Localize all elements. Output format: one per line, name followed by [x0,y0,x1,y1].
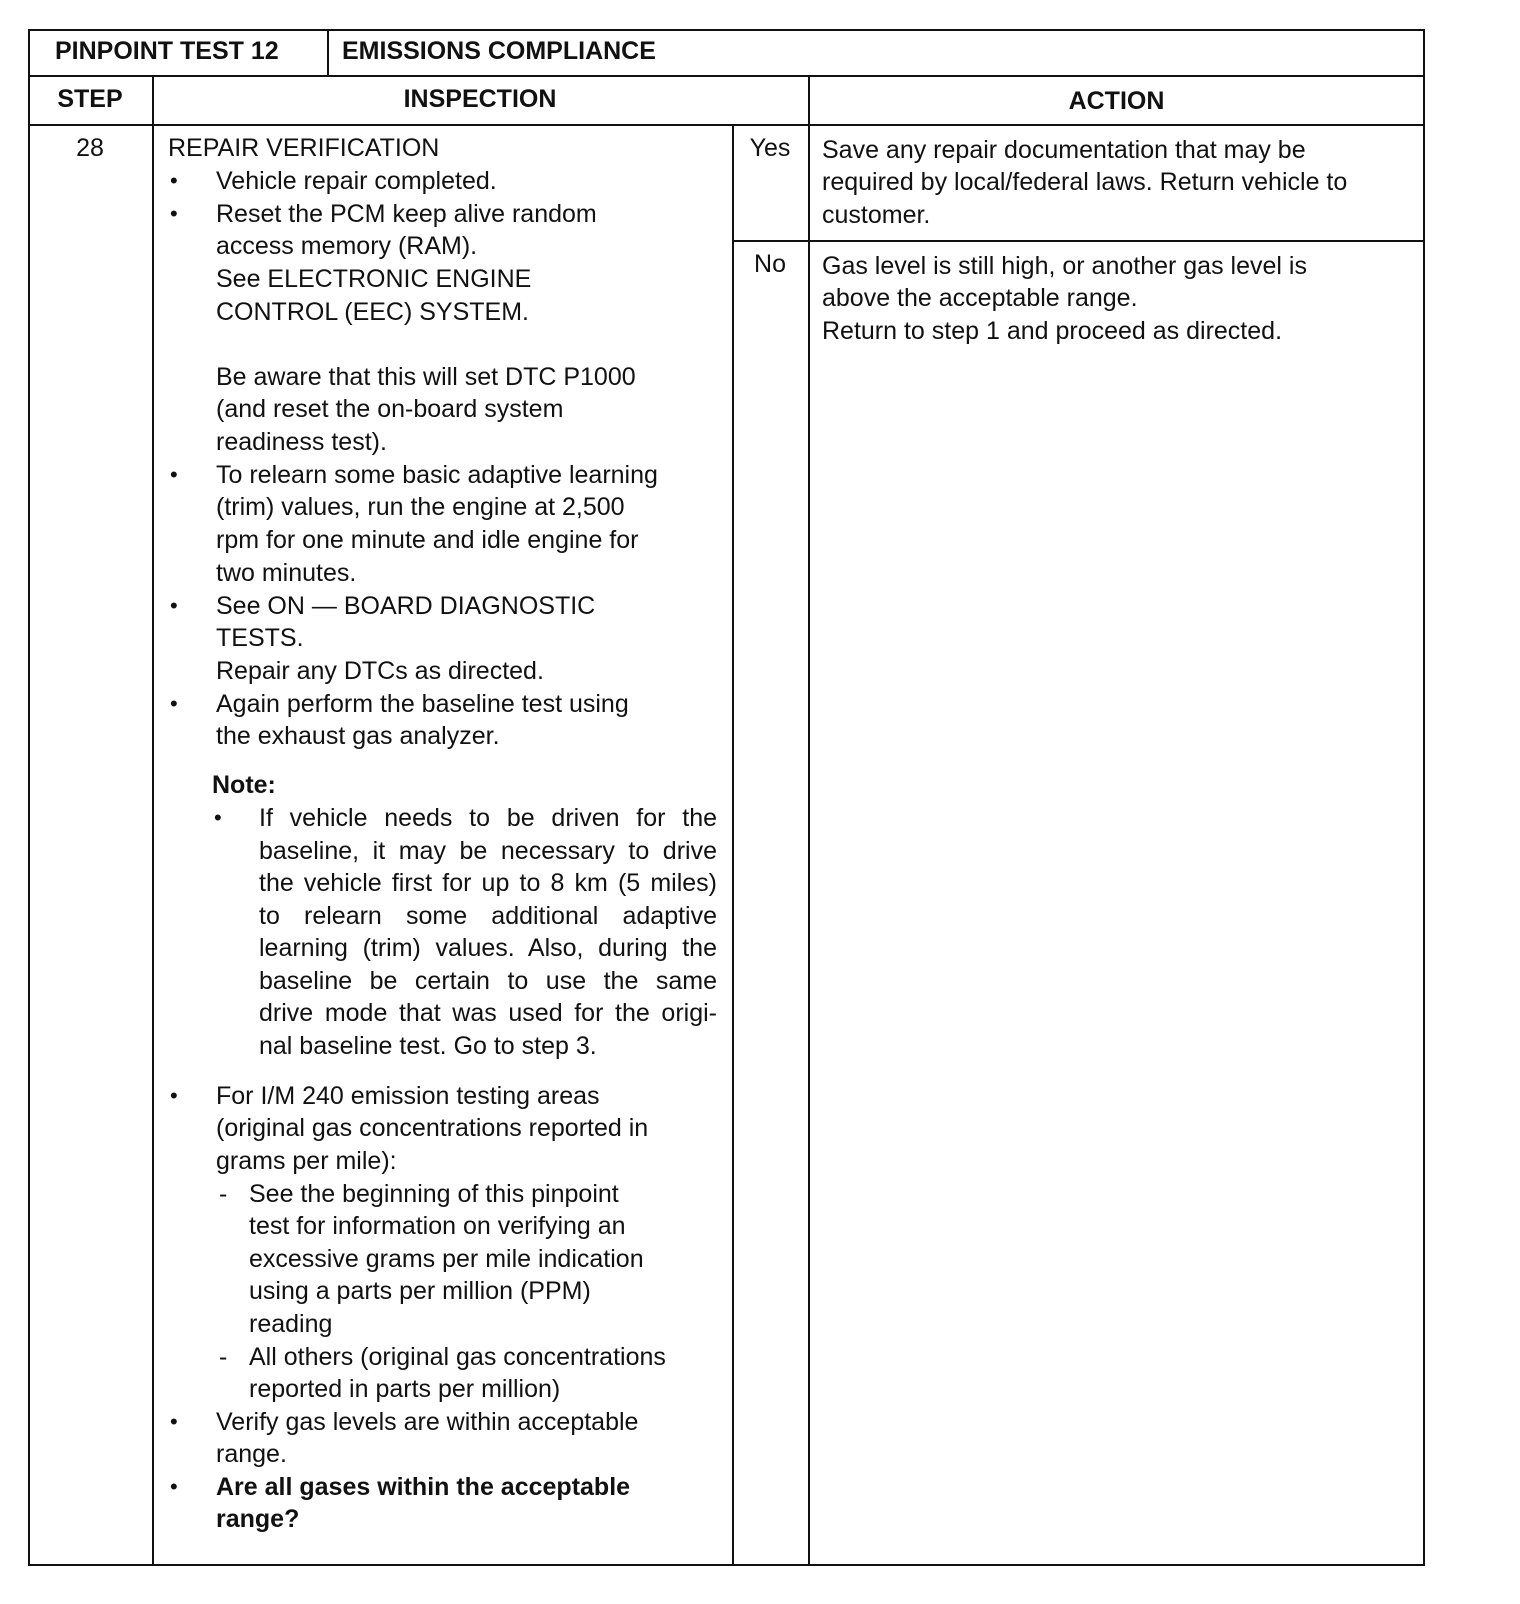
test-label: PINPOINT TEST 12 [55,37,279,65]
dash-marker: - [219,1343,228,1371]
inspection-text: grams per mile): [216,1147,397,1175]
inspection-text: Reset the PCM keep alive random [216,200,597,228]
bullet-marker: • [170,462,178,487]
note-text: learning (trim) values. Also, during the [259,934,717,962]
bullet-marker: • [170,1083,178,1108]
inspection-question: Are all gases within the acceptable [216,1473,631,1501]
inspection-text: Repair any DTCs as directed. [216,657,544,685]
no-action-text: Return to step 1 and proceed as directed. [822,317,1283,345]
divider [732,124,734,1566]
yes-action-text: Save any repair documentation that may be [822,136,1306,164]
column-header-inspection: INSPECTION [403,85,557,113]
inspection-text: For I/M 240 emission testing areas [216,1082,600,1110]
note-text: the vehicle first for up to 8 km (5 miles) [259,869,717,897]
note-label: Note: [212,771,276,799]
inspection-text: CONTROL (EEC) SYSTEM. [216,298,529,326]
inspection-text: (original gas concentrations reported in [216,1114,649,1142]
bullet-marker: • [170,1409,178,1434]
note-text: baseline be certain to use the same [259,967,717,995]
inspection-text: range. [216,1440,287,1468]
inspection-text: access memory (RAM). [216,232,478,260]
inspection-text: (trim) values, run the engine at 2,500 [216,493,625,521]
divider [28,124,1425,126]
column-header-action: ACTION [1068,87,1165,115]
yes-action-text: customer. [822,201,931,229]
no-action-text: above the acceptable range. [822,284,1138,312]
bullet-marker: • [170,201,178,226]
note-text: baseline, it may be necessary to drive [259,837,717,865]
inspection-text: using a parts per million (PPM) [249,1277,591,1305]
bullet-marker: • [170,691,178,716]
test-title: EMISSIONS COMPLIANCE [342,37,656,65]
inspection-text: Verify gas levels are within acceptable [216,1408,639,1436]
inspection-text: See the beginning of this pinpoint [249,1180,619,1208]
note-text: to relearn some additional adaptive [259,902,717,930]
inspection-heading: REPAIR VERIFICATION [168,134,440,162]
inspection-text: rpm for one minute and idle engine for [216,526,639,554]
note-text: nal baseline test. Go to step 3. [259,1032,597,1060]
inspection-text: readiness test). [216,428,387,456]
column-header-step: STEP [57,85,123,113]
dash-marker: - [219,1180,228,1208]
divider [732,240,1425,242]
inspection-text: See ON — BOARD DIAGNOSTIC [216,592,596,620]
divider [28,75,1425,77]
step-number: 28 [76,134,104,162]
bullet-marker: • [170,1474,178,1499]
divider [327,29,329,76]
divider [808,75,810,1566]
yes-action-text: required by local/federal laws. Return vehicle to [822,168,1348,196]
inspection-question: range? [216,1505,300,1533]
inspection-text: All others (original gas concentrations [249,1343,666,1371]
inspection-text: Again perform the baseline test using [216,690,629,718]
bullet-marker: • [170,593,178,618]
inspection-text: Be aware that this will set DTC P1000 [216,363,636,391]
yes-label: Yes [749,134,791,162]
inspection-text: TESTS. [216,624,304,652]
no-label: No [754,250,786,278]
inspection-text: the exhaust gas analyzer. [216,722,500,750]
inspection-text: reading [249,1310,333,1338]
divider [152,75,154,1566]
inspection-text: reported in parts per million) [249,1375,561,1403]
inspection-text: test for information on verifying an [249,1212,626,1240]
bullet-marker: • [170,168,178,193]
inspection-text: Vehicle repair completed. [216,167,497,195]
inspection-text: See ELECTRONIC ENGINE [216,265,532,293]
note-text: If vehicle needs to be driven for the [259,804,717,832]
no-action-text: Gas level is still high, or another gas level is [822,252,1307,280]
inspection-text: excessive grams per mile indication [249,1245,644,1273]
bullet-marker: • [214,805,222,830]
inspection-text: To relearn some basic adaptive learning [216,461,658,489]
inspection-text: two minutes. [216,559,357,587]
inspection-text: (and reset the on-board system [216,395,564,423]
note-text: drive mode that was used for the origi- [259,999,717,1027]
